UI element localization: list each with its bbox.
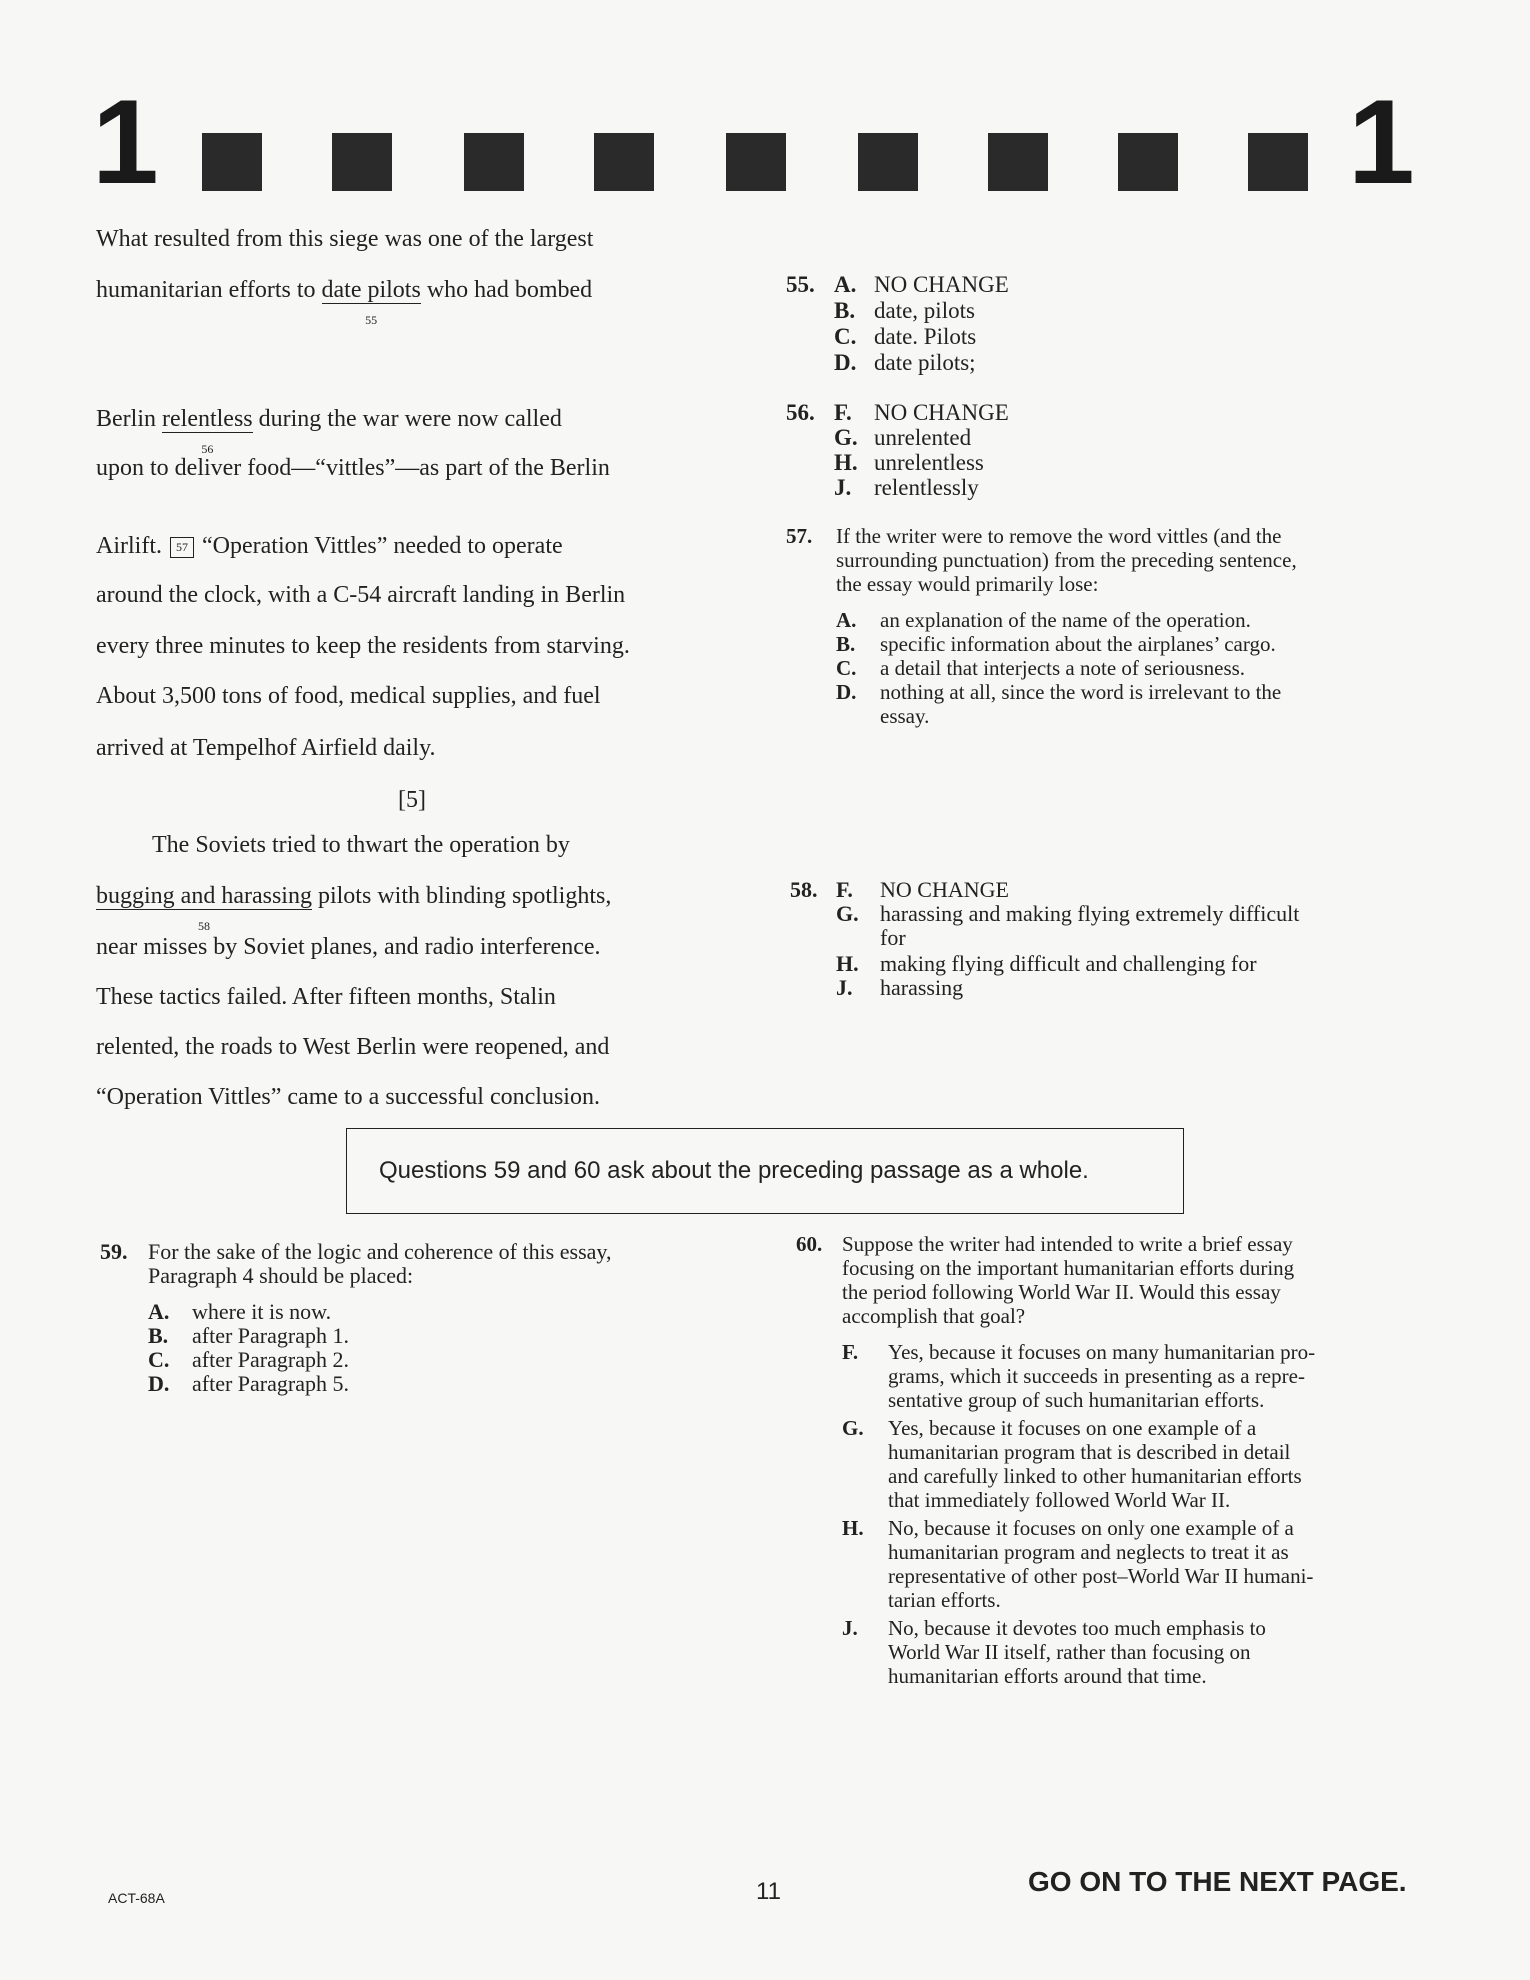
header-square (464, 133, 524, 191)
option-text: Yes, because it focuses on one example of a (888, 1416, 1257, 1440)
header-square (988, 133, 1048, 191)
passage-text: Berlin (96, 406, 162, 432)
header-square (726, 133, 786, 191)
answer-option[interactable] (836, 902, 1299, 926)
question-stem: If the writer were to remove the word vittles (and the (836, 524, 1282, 548)
option-letter: J. (834, 475, 852, 500)
passage-text: Airlift. (96, 533, 168, 559)
option-letter: D. (148, 1371, 170, 1396)
option-text: date, pilots (874, 298, 975, 323)
option-letter: A. (834, 272, 857, 297)
option-letter: D. (836, 680, 857, 704)
option-text: No, because it focuses on only one example of a (888, 1516, 1294, 1540)
section-number-right: 1 (1348, 75, 1415, 209)
option-text: after Paragraph 1. (192, 1323, 349, 1348)
passage-line (96, 883, 612, 933)
option-text: No, because it devotes too much emphasis to (888, 1616, 1266, 1640)
question-number: 56. (786, 400, 815, 425)
passage-line: near misses by Soviet planes, and radio interference. (96, 934, 601, 960)
answer-option[interactable] (148, 1324, 349, 1348)
option-text: humanitarian efforts around that time. (888, 1664, 1207, 1688)
question-number: 55. (786, 272, 815, 297)
option-text: after Paragraph 5. (192, 1371, 349, 1396)
passage-text: pilots with blinding spotlights, (311, 883, 612, 909)
answer-option[interactable] (836, 632, 1276, 656)
option-letter: C. (836, 656, 857, 680)
passage-line: About 3,500 tons of food, medical supplies, and fuel (96, 683, 601, 709)
underlined-text: date pilots (321, 277, 421, 303)
passage-text: who had bombed (420, 277, 593, 303)
option-text: humanitarian program and neglects to treat it as (888, 1540, 1289, 1564)
option-text: Yes, because it focuses on many humanitarian pro- (888, 1340, 1316, 1364)
question-stem: Suppose the writer had intended to write a brief essay (842, 1232, 1293, 1256)
question-stem: accomplish that goal? (842, 1304, 1026, 1328)
option-letter: A. (148, 1299, 170, 1324)
option-letter: F. (836, 877, 853, 902)
passage-line: What resulted from this siege was one of the largest (96, 226, 594, 252)
header-square (1118, 133, 1178, 191)
answer-option[interactable] (834, 450, 984, 475)
underlined-text: bugging and harassing (96, 883, 312, 909)
option-text: sentative group of such humanitarian efforts. (888, 1388, 1265, 1412)
option-letter: H. (834, 450, 858, 475)
answer-option[interactable] (836, 952, 1257, 976)
option-letter: C. (148, 1347, 170, 1372)
option-text: unrelented (874, 425, 972, 450)
option-text: date pilots; (874, 350, 976, 375)
option-text: date. Pilots (874, 324, 977, 349)
option-letter: D. (834, 350, 857, 375)
option-text: tarian efforts. (888, 1588, 1001, 1612)
option-letter: B. (836, 632, 856, 656)
option-text: NO CHANGE (880, 877, 1009, 902)
passage-line: These tactics failed. After fifteen months, Stalin (96, 984, 556, 1010)
option-text: World War II itself, rather than focusing on (888, 1640, 1251, 1664)
header-square (202, 133, 262, 191)
underlined-portion-58[interactable] (96, 883, 312, 933)
option-text: after Paragraph 2. (192, 1347, 349, 1372)
option-letter: F. (842, 1340, 859, 1364)
underlined-text: relentless (162, 406, 253, 432)
answer-option[interactable] (836, 656, 1245, 680)
answer-option[interactable] (148, 1348, 349, 1372)
option-text-continued: for (880, 925, 906, 950)
section-number-left: 1 (92, 75, 159, 209)
option-letter: G. (836, 901, 859, 926)
header-square (858, 133, 918, 191)
option-letter: H. (836, 951, 859, 976)
question-ref-55: 55 (365, 313, 378, 327)
header-square (1248, 133, 1308, 191)
answer-option[interactable] (834, 272, 1009, 297)
option-text: an explanation of the name of the operation. (880, 608, 1251, 632)
option-letter: C. (834, 324, 857, 349)
answer-option[interactable] (148, 1300, 331, 1324)
header-square (594, 133, 654, 191)
option-text-continued: essay. (880, 704, 930, 728)
option-text: humanitarian program that is described in detail (888, 1440, 1291, 1464)
option-text: making flying difficult and challenging for (880, 951, 1257, 976)
passage-line (96, 277, 593, 327)
option-letter: G. (842, 1416, 864, 1440)
passage-text: during the war were now called (252, 406, 562, 432)
underlined-portion-56[interactable] (162, 406, 253, 456)
option-letter: B. (834, 298, 856, 323)
option-letter: A. (836, 608, 857, 632)
option-letter: J. (842, 1616, 858, 1640)
question-stem: surrounding punctuation) from the preceding sentence, (836, 548, 1297, 572)
option-text: relentlessly (874, 475, 979, 500)
passage-line (96, 533, 563, 560)
paragraph-number: [5] (398, 787, 426, 813)
header-square (332, 133, 392, 191)
test-code: ACT-68A (108, 1890, 165, 1906)
answer-option[interactable] (836, 878, 1009, 902)
section-note-text: Questions 59 and 60 ask about the preceding passage as a whole. (379, 1157, 1089, 1184)
option-text: a detail that interjects a note of seriousness. (880, 656, 1246, 680)
option-text: specific information about the airplanes’ cargo. (880, 632, 1276, 656)
option-text: where it is now. (192, 1299, 332, 1324)
option-text: harassing (880, 975, 964, 1000)
answer-option[interactable] (836, 608, 1251, 632)
option-text: harassing and making flying extremely difficult (880, 901, 1300, 926)
question-ref-58: 58 (197, 919, 210, 933)
answer-option[interactable] (834, 425, 971, 450)
passage-text: humanitarian efforts to (96, 277, 322, 303)
option-text: and carefully linked to other humanitarian efforts (888, 1464, 1302, 1488)
question-number: 59. (100, 1239, 128, 1264)
option-text: representative of other post–World War II humani- (888, 1564, 1314, 1588)
answer-option[interactable] (836, 976, 963, 1000)
passage-line: arrived at Tempelhof Airfield daily. (96, 735, 436, 761)
question-stem: the period following World War II. Would this essay (842, 1280, 1281, 1304)
option-text: unrelentless (874, 450, 984, 475)
next-page-instruction: GO ON TO THE NEXT PAGE. (1028, 1866, 1407, 1897)
option-text: NO CHANGE (874, 272, 1009, 297)
question-stem: For the sake of the logic and coherence of this essay, (148, 1239, 612, 1264)
question-number: 60. (796, 1232, 823, 1256)
answer-option[interactable] (834, 475, 979, 500)
option-text: that immediately followed World War II. (888, 1488, 1231, 1512)
question-stem: focusing on the important humanitarian efforts during (842, 1256, 1295, 1280)
passage-line: “Operation Vittles” came to a successful conclusion. (96, 1084, 600, 1110)
underlined-portion-55[interactable] (321, 277, 421, 327)
passage-line: around the clock, with a C-54 aircraft landing in Berlin (96, 582, 626, 608)
answer-option[interactable] (836, 680, 1281, 704)
question-stem: Paragraph 4 should be placed: (148, 1263, 414, 1288)
passage-line (96, 406, 562, 456)
answer-option[interactable] (834, 324, 976, 349)
option-letter: F. (834, 400, 852, 425)
passage-line: The Soviets tried to thwart the operation by (152, 832, 570, 858)
passage-line: upon to deliver food—“vittles”—as part of the Berlin (96, 455, 610, 481)
question-number: 57. (786, 524, 813, 548)
option-letter: H. (842, 1516, 864, 1540)
passage-text: “Operation Vittles” needed to operate (202, 533, 563, 559)
option-letter: B. (148, 1323, 169, 1348)
section-note-box (346, 1128, 1184, 1214)
passage-line: every three minutes to keep the residents from starving. (96, 633, 630, 659)
question-box-57[interactable]: 57 (170, 537, 194, 558)
answer-option[interactable] (834, 298, 975, 323)
option-letter: J. (836, 975, 853, 1000)
option-text: nothing at all, since the word is irrelevant to the (880, 680, 1282, 704)
answer-option[interactable] (834, 350, 976, 375)
option-letter: G. (834, 425, 858, 450)
option-text: NO CHANGE (874, 400, 1009, 425)
question-number: 58. (790, 877, 818, 902)
answer-option[interactable] (834, 400, 1009, 425)
question-ref-56: 56 (201, 442, 214, 456)
answer-option[interactable] (148, 1372, 349, 1396)
passage-line: relented, the roads to West Berlin were reopened, and (96, 1034, 610, 1060)
page-number: 11 (756, 1878, 781, 1905)
option-text: grams, which it succeeds in presenting as a repre- (888, 1364, 1305, 1388)
question-stem: the essay would primarily lose: (836, 572, 1099, 596)
